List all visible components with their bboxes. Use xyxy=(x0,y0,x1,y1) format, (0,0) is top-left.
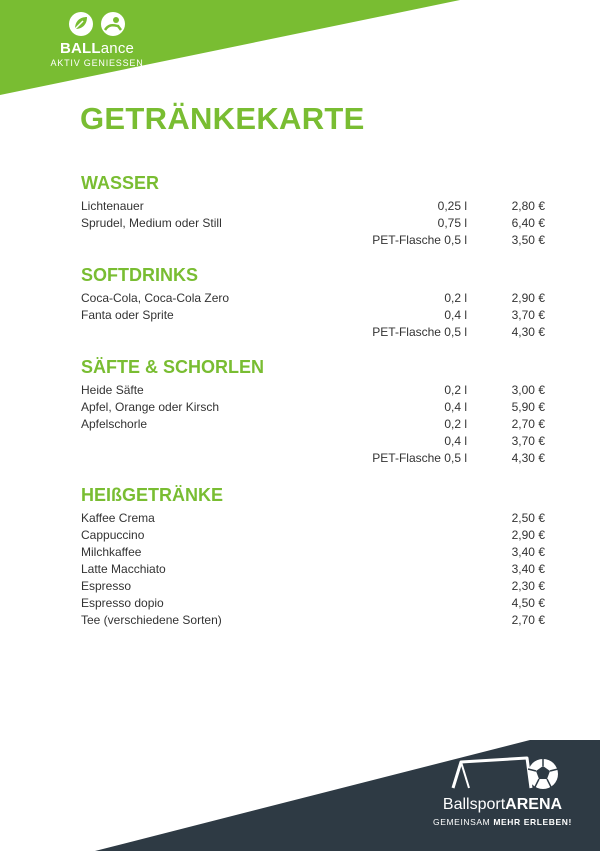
menu-row xyxy=(81,215,551,232)
item-name: Espresso dopio xyxy=(81,596,164,610)
menu-row xyxy=(81,382,551,399)
item-size: PET-Flasche 0,5 l xyxy=(372,233,467,247)
item-name: Fanta oder Sprite xyxy=(81,308,174,322)
item-name: Tee (verschiedene Sorten) xyxy=(81,613,222,627)
item-price: 2,80 € xyxy=(511,199,545,213)
item-price: 2,90 € xyxy=(511,528,545,542)
item-price: 2,70 € xyxy=(511,613,545,627)
menu-row xyxy=(81,612,551,629)
ballsport-arena-logo xyxy=(425,752,580,827)
brand-name-light: ance xyxy=(100,40,135,57)
menu-row xyxy=(81,578,551,595)
menu-row xyxy=(81,324,551,341)
arena-name-bold: ARENA xyxy=(505,796,563,813)
section-heading: WASSER xyxy=(81,173,160,193)
menu-row xyxy=(81,544,551,561)
item-price: 4,30 € xyxy=(511,325,545,339)
item-name: Sprudel, Medium oder Still xyxy=(81,216,222,230)
menu-row xyxy=(81,416,551,433)
section-heading: HEIßGETRÄNKE xyxy=(81,485,224,505)
section-softdrinks xyxy=(81,264,551,341)
item-size: 0,2 l xyxy=(444,417,467,431)
item-price: 3,70 € xyxy=(511,308,545,322)
menu-row xyxy=(81,232,551,249)
item-name: Kaffee Crema xyxy=(81,511,155,525)
item-name: Cappuccino xyxy=(81,528,145,542)
section-saefte-schorlen xyxy=(81,356,551,467)
brand-tagline: AKTIV GENIESSEN xyxy=(50,58,144,68)
brand-name-bold: BALL xyxy=(59,40,101,57)
leaf-icon xyxy=(67,10,95,38)
item-price: 3,70 € xyxy=(511,434,545,448)
item-name: Lichtenauer xyxy=(81,199,144,213)
menu-row xyxy=(81,433,551,450)
item-name: Espresso xyxy=(81,579,132,593)
section-heissgetraenke xyxy=(81,484,551,629)
item-price: 2,50 € xyxy=(511,511,545,525)
item-name: Apfel, Orange oder Kirsch xyxy=(81,400,220,414)
menu-row xyxy=(81,527,551,544)
item-name: Apfelschorle xyxy=(81,417,148,431)
item-size: 0,4 l xyxy=(444,400,467,414)
page-title: GETRÄNKEKARTE xyxy=(80,101,365,136)
menu-row xyxy=(81,595,551,612)
item-name: Milchkaffee xyxy=(81,545,142,559)
item-size: PET-Flasche 0,5 l xyxy=(372,451,467,465)
item-name: Coca-Cola, Coca-Cola Zero xyxy=(81,291,230,305)
item-size: 0,4 l xyxy=(444,434,467,448)
item-price: 4,50 € xyxy=(511,596,545,610)
item-size: PET-Flasche 0,5 l xyxy=(372,325,467,339)
sport-icon xyxy=(99,10,127,38)
item-price: 2,90 € xyxy=(511,291,545,305)
item-size: 0,75 l xyxy=(437,216,467,230)
ballance-logo xyxy=(44,10,150,68)
section-wasser xyxy=(81,172,551,249)
item-price: 3,50 € xyxy=(511,233,545,247)
menu-row xyxy=(81,290,551,307)
menu-row xyxy=(81,399,551,416)
arena-tagline-light: GEMEINSAM xyxy=(433,817,494,827)
item-size: 0,2 l xyxy=(444,383,467,397)
item-price: 2,30 € xyxy=(511,579,545,593)
item-price: 2,70 € xyxy=(511,417,545,431)
item-size: 0,25 l xyxy=(437,199,467,213)
item-size: 0,4 l xyxy=(444,308,467,322)
arena-building-icon xyxy=(443,752,563,792)
item-price: 3,40 € xyxy=(511,562,545,576)
menu-row xyxy=(81,450,551,467)
item-price: 3,40 € xyxy=(511,545,545,559)
item-price: 5,90 € xyxy=(511,400,545,414)
menu-row xyxy=(81,510,551,527)
section-heading: SOFTDRINKS xyxy=(81,265,198,285)
item-name: Latte Macchiato xyxy=(81,562,166,576)
item-name: Heide Säfte xyxy=(81,383,144,397)
menu-row xyxy=(81,561,551,578)
menu-row xyxy=(81,198,551,215)
arena-tagline-bold: MEHR ERLEBEN! xyxy=(493,817,572,827)
section-heading: SÄFTE & SCHORLEN xyxy=(81,357,265,377)
item-size: 0,2 l xyxy=(444,291,467,305)
arena-name-light: Ballsport xyxy=(442,796,506,813)
menu-row xyxy=(81,307,551,324)
item-price: 4,30 € xyxy=(511,451,545,465)
item-price: 3,00 € xyxy=(511,383,545,397)
item-price: 6,40 € xyxy=(511,216,545,230)
